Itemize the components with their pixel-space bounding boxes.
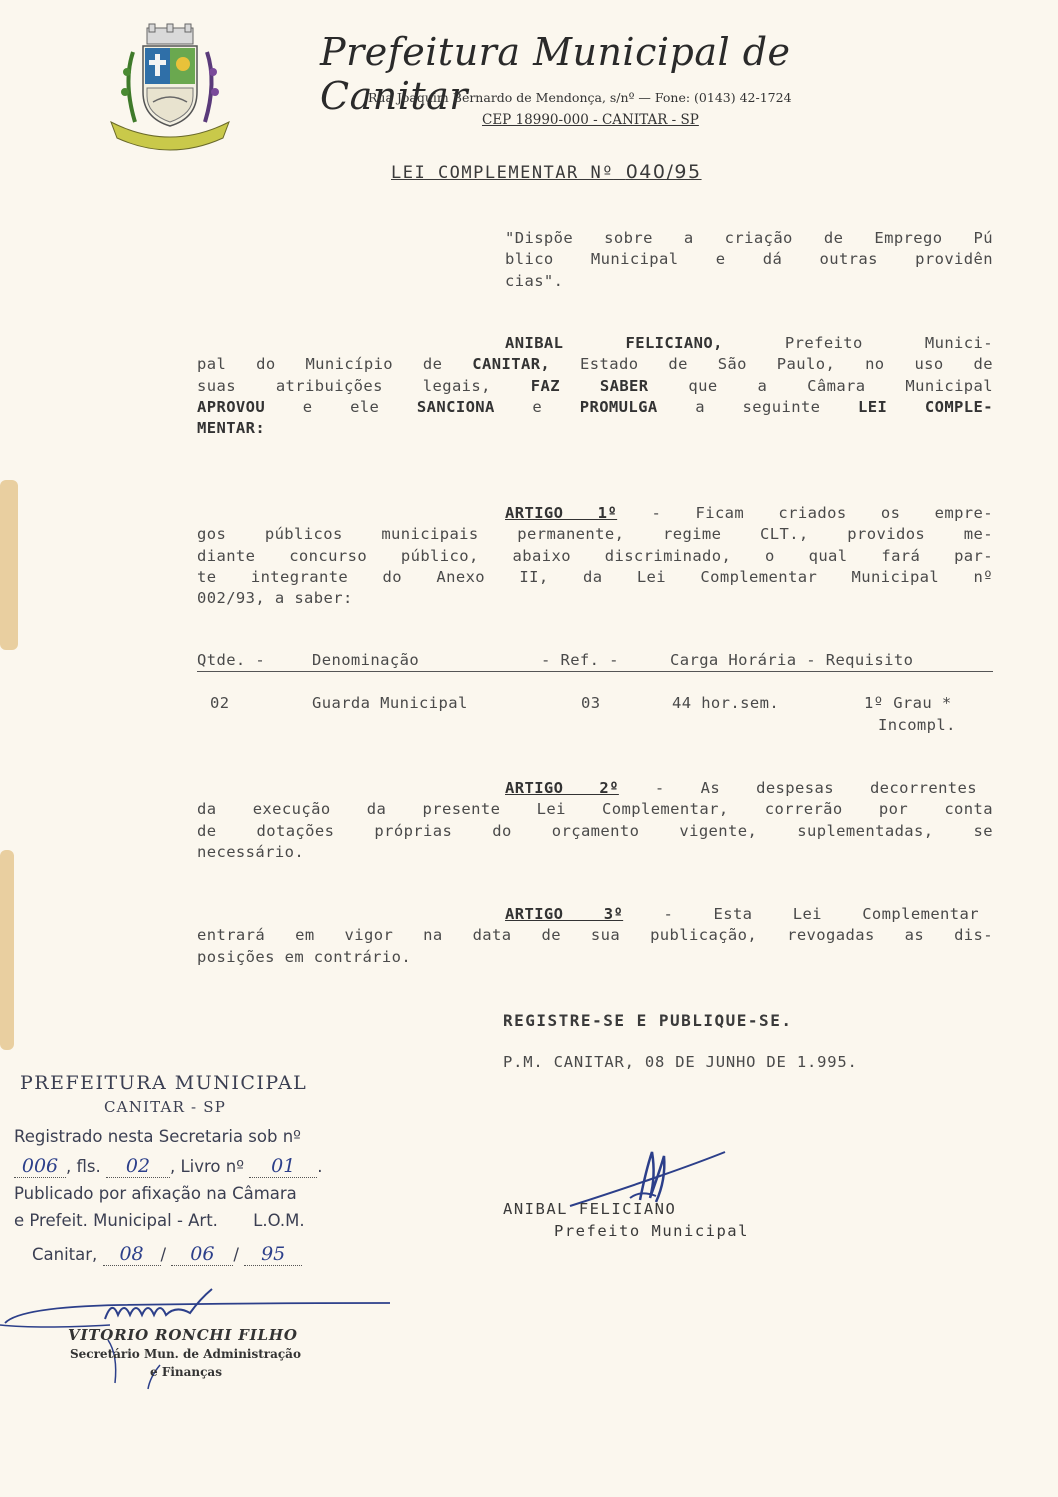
preamble-text: a seguinte <box>657 397 859 416</box>
ementa <box>505 228 993 292</box>
preamble-text: Prefeito Munici- <box>722 334 993 352</box>
preamble-sanciona: SANCIONA <box>416 397 495 416</box>
preamble-line <box>197 397 993 418</box>
date-line: P.M. CANITAR, 08 DE JUNHO DE 1.995. <box>503 1053 858 1071</box>
stamp-month: 06 <box>171 1243 233 1266</box>
stamp-day: 08 <box>103 1243 161 1266</box>
ementa-line: "Dispõe sobre a criação de Emprego Pú <box>505 229 993 247</box>
article-1 <box>197 503 993 609</box>
table-cell-ref: 03 <box>581 694 601 712</box>
stamp-city-label: Canitar, <box>32 1245 98 1264</box>
table-cell-denominacao: Guarda Municipal <box>312 694 468 712</box>
article-3-line: entrará em vigor na data de sua publicação, revogadas as dis- <box>197 926 993 945</box>
article-1-line: 002/93, a saber: <box>197 589 353 608</box>
article-1-line: gos públicos municipais permanente, regime CLT., providos me- <box>197 525 993 544</box>
paper-stain <box>0 850 14 1050</box>
preamble-aprovou: APROVOU <box>197 397 266 416</box>
preamble-mayor-name: ANIBAL FELICIANO, <box>505 334 723 352</box>
article-1-text: - Ficam criados os empre- <box>617 504 993 522</box>
ementa-line: blico Municipal e dá outras providên <box>505 250 993 269</box>
preamble-text: pal do Município de <box>197 355 473 374</box>
article-2-text: - As despesas decorrentes <box>618 779 978 797</box>
ementa-line: cias". <box>505 271 564 290</box>
preamble-line: MENTAR: <box>197 419 266 438</box>
stamp-reg-number: 006 <box>14 1155 66 1178</box>
stamp-reg-fields: 006 , fls. 02 , Livro nº 01 . <box>14 1155 323 1178</box>
stamp-published-line: Publicado por afixação na Câmara <box>14 1184 297 1203</box>
coat-of-arms-logo <box>105 22 235 152</box>
stamp-fls-label: , fls. <box>66 1157 101 1176</box>
preamble-line <box>197 333 993 354</box>
preamble-promulga: PROMULGA <box>579 397 658 416</box>
article-3-text: - Esta Lei Complementar <box>623 905 979 923</box>
article-3-line: posições em contrário. <box>197 947 412 966</box>
article-3-line <box>197 904 979 925</box>
stamp-art-text: e Prefeit. Municipal - Art. <box>14 1211 218 1230</box>
stamp-livro-label: , Livro nº <box>169 1157 245 1176</box>
table-header-rule <box>197 671 993 672</box>
preamble-text: e ele <box>265 397 417 416</box>
stamp-year: 95 <box>244 1243 302 1266</box>
article-2 <box>197 778 993 863</box>
law-title-prefix: LEI COMPLEMENTAR Nº <box>391 163 614 183</box>
stamp-fls-value: 02 <box>106 1155 170 1178</box>
paper-stain <box>0 480 18 650</box>
article-3-label: ARTIGO 3º <box>505 905 624 923</box>
stamp-date-line: Canitar, 08 / 06 / 95 <box>32 1243 302 1266</box>
table-cell-carga: 44 hor.sem. <box>672 694 780 712</box>
article-1-line <box>197 503 993 524</box>
article-1-line: te integrante do Anexo II, da Lei Complementar Municipal nº <box>197 567 993 586</box>
article-2-line: da execução da presente Lei Complementar, correrão por conta <box>197 800 993 819</box>
preamble-line <box>197 354 993 375</box>
table-cell-qtde: 02 <box>210 694 230 712</box>
article-2-line <box>197 778 977 799</box>
article-2-line: necessário. <box>197 842 305 861</box>
secretary-role-cont: e Finanças <box>150 1365 222 1379</box>
stamp-lom: L.O.M. <box>253 1211 305 1230</box>
article-3 <box>197 904 993 968</box>
preamble-text: Estado de São Paulo, no uso de <box>550 355 993 374</box>
mayor-role: Prefeito Municipal <box>554 1222 749 1240</box>
preamble <box>197 333 993 439</box>
stamp-art-line <box>14 1211 305 1230</box>
table-cell-requisito-cont: Incompl. <box>878 716 956 734</box>
header-cep: CEP 18990-000 - CANITAR - SP <box>482 112 699 128</box>
preamble-lei-comple: LEI COMPLE- <box>858 397 993 416</box>
article-2-label: ARTIGO 2º <box>505 779 619 797</box>
preamble-text: que a Câmara Municipal <box>648 376 993 395</box>
law-title <box>391 161 702 183</box>
article-1-label: ARTIGO 1º <box>505 504 618 522</box>
preamble-text: e <box>494 397 580 416</box>
preamble-line <box>197 376 993 397</box>
table-header-carga-requisito: Carga Horária - Requisito <box>670 651 914 669</box>
stamp-title: PREFEITURA MUNICIPAL <box>20 1072 308 1094</box>
stamp-livro-value: 01 <box>249 1155 317 1178</box>
stamp-registered-line: Registrado nesta Secretaria sob nº <box>14 1127 301 1146</box>
secretary-role: Secretário Mun. de Administração <box>70 1347 301 1361</box>
preamble-faz-saber: FAZ SABER <box>530 376 649 395</box>
stamp-city: CANITAR - SP <box>104 1098 227 1116</box>
table-header-denominacao: Denominação <box>312 651 420 669</box>
header-address: Rua Joaquim Bernardo de Mendonça, s/nº — Fone: (0143) 42-1724 <box>368 90 792 105</box>
preamble-text: suas atribuições legais, <box>197 376 531 395</box>
table-header-qtde: Qtde. - <box>197 651 266 669</box>
table-cell-requisito: 1º Grau * <box>864 694 952 712</box>
table-header-ref: - Ref. - <box>541 651 619 669</box>
secretary-name: VITORIO RONCHI FILHO <box>68 1326 298 1344</box>
preamble-city: CANITAR, <box>472 355 551 374</box>
header-title: Prefeitura Municipal de Canitar <box>320 30 791 118</box>
law-number: 040/95 <box>625 161 702 183</box>
mayor-name: ANIBAL FELICIANO <box>503 1200 677 1218</box>
article-1-line: diante concurso público, abaixo discriminado, o qual fará par- <box>197 546 993 565</box>
article-2-line: de dotações próprias do orçamento vigente, suplementadas, se <box>197 821 993 840</box>
registre-publique: REGISTRE-SE E PUBLIQUE-SE. <box>503 1011 793 1030</box>
